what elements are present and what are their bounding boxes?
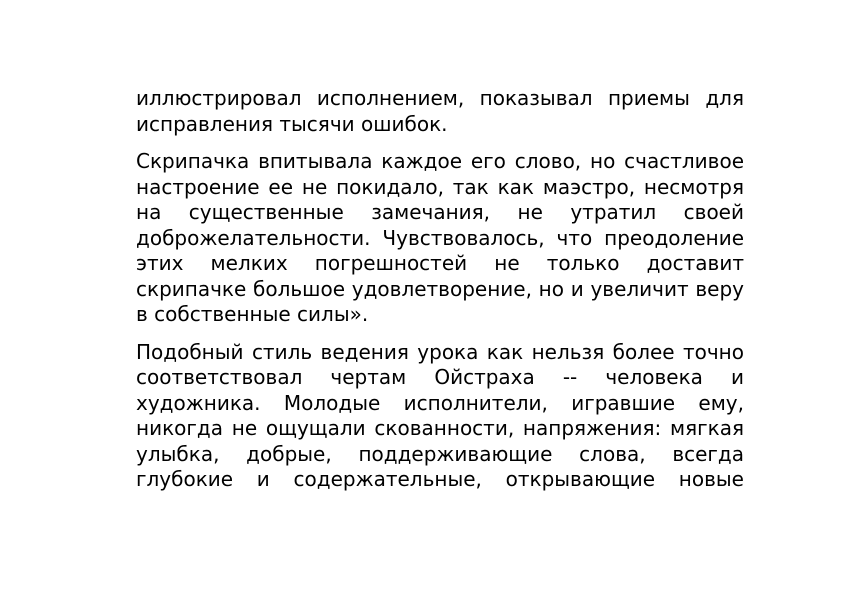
paragraph-3: Подобный стиль ведения урока как нельзя более точно соответствовал чертам Ойстраха -- человека и художника. Молодые исполнители, игравшие ему, никогда не ощущали скованности, напряжения: мягкая улыбка, добрые, поддерживающие слова, всегда глубокие и содержательные, открывающие новые — [136, 339, 744, 491]
paragraph-2: Скрипачка впитывала каждое его слово, но счастливое настроение ее не покидало, так как маэстро, несмотря на существенные замечания, не утратил своей доброжелательности. Чувствовалось, что преодоление этих мелких погрешностей не только доставит скрипачке большое удовлетворение, но и увеличит веру в собственные силы». — [136, 149, 744, 326]
paragraph-1: иллюстрировал исполнением, показывал приемы для исправления тысячи ошибок. — [136, 86, 744, 136]
text-body — [136, 86, 744, 505]
